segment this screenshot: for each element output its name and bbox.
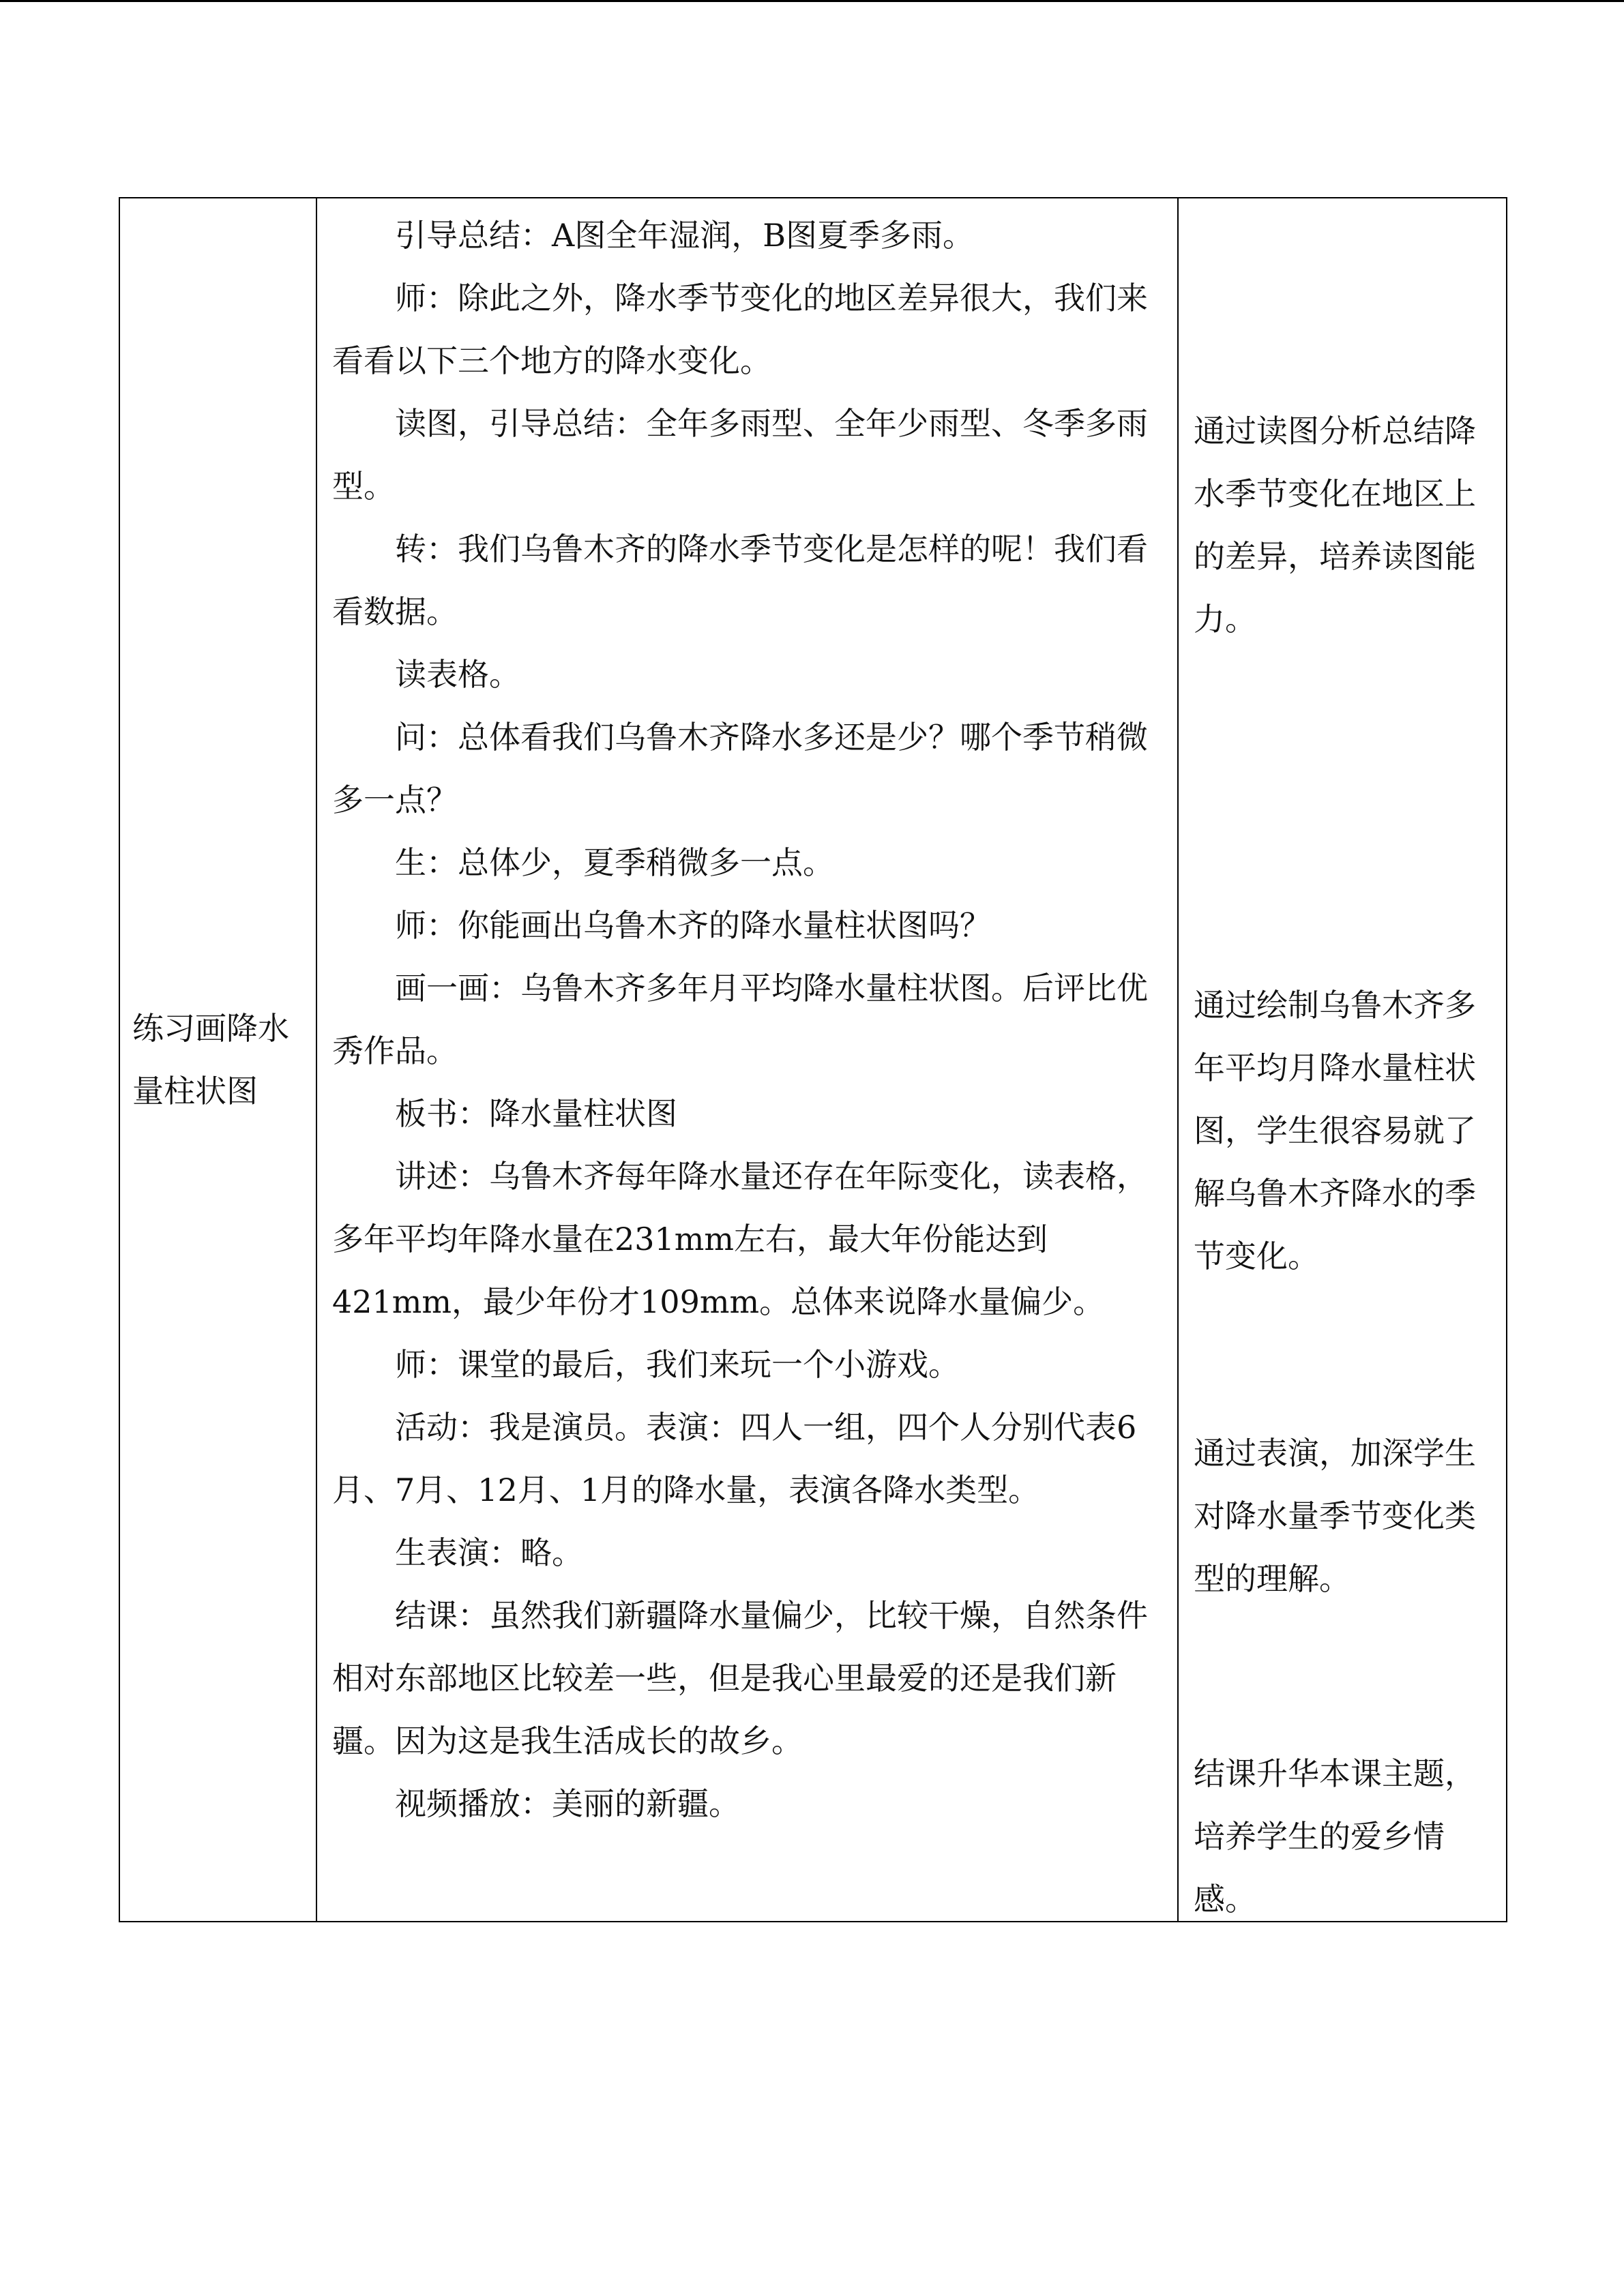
design-intent-cell [1178,198,1507,1922]
paragraph: 生表演：略。 [395,1534,583,1571]
paragraph: 转：我们乌鲁木齐的降水季节变化是怎样的呢！我们看看数据。 [332,531,1148,630]
paragraph: 读图，引导总结：全年多雨型、全年少雨型、冬季多雨型。 [332,405,1148,505]
paragraph: 讲述：乌鲁木齐每年降水量还存在年际变化，读表格，多年平均年降水量在231mm左右，最大年份能达到421mm，最少年份才109mm。总体来说降水量偏少。 [332,1158,1148,1320]
design-note: 结课升华本课主题，培养学生的爱乡情感。 [1194,1755,1476,1918]
paragraph: 画一画：乌鲁木齐多年月平均降水量柱状图。后评比优秀作品。 [332,970,1148,1069]
design-note: 通过读图分析总结降水季节变化在地区上的差异，培养读图能力。 [1194,413,1476,638]
paragraph: 引导总结：A图全年湿润，B图夏季多雨。 [395,217,975,254]
paragraph: 师：你能画出乌鲁木齐的降水量柱状图吗？ [395,907,991,944]
page-top-border [0,0,1624,2]
design-note: 通过绘制乌鲁木齐多年平均月降水量柱状图，学生很容易就了解乌鲁木齐降水的季节变化。 [1194,987,1476,1274]
topic-cell [119,198,316,1922]
paragraph: 问：总体看我们乌鲁木齐降水多还是少？哪个季节稍微多一点？ [332,719,1148,818]
paragraph: 结课：虽然我们新疆降水量偏少，比较干燥，自然条件相对东部地区比较差一些，但是我心里最爱的还是我们新疆。因为这是我生活成长的故乡。 [332,1597,1148,1759]
paragraph: 视频播放：美丽的新疆。 [395,1785,740,1822]
paragraph: 生：总体少，夏季稍微多一点。 [395,844,834,881]
lesson-plan-table [119,197,1507,1922]
paragraph: 师：课堂的最后，我们来玩一个小游戏。 [395,1346,960,1383]
paragraph: 活动：我是演员。表演：四人一组，四个人分别代表6月、7月、12月、1月的降水量，表演各降水类型。 [332,1409,1137,1508]
design-note: 通过表演，加深学生对降水量季节变化类型的理解。 [1194,1435,1476,1597]
paragraph: 板书：降水量柱状图 [395,1095,677,1132]
paragraph: 师：除此之外，降水季节变化的地区差异很大，我们来看看以下三个地方的降水变化。 [332,280,1148,379]
topic-label: 练习画降水量柱状图 [132,1010,289,1109]
paragraph: 读表格。 [395,656,520,693]
process-cell [316,198,1178,1922]
table-row [119,198,1507,1922]
